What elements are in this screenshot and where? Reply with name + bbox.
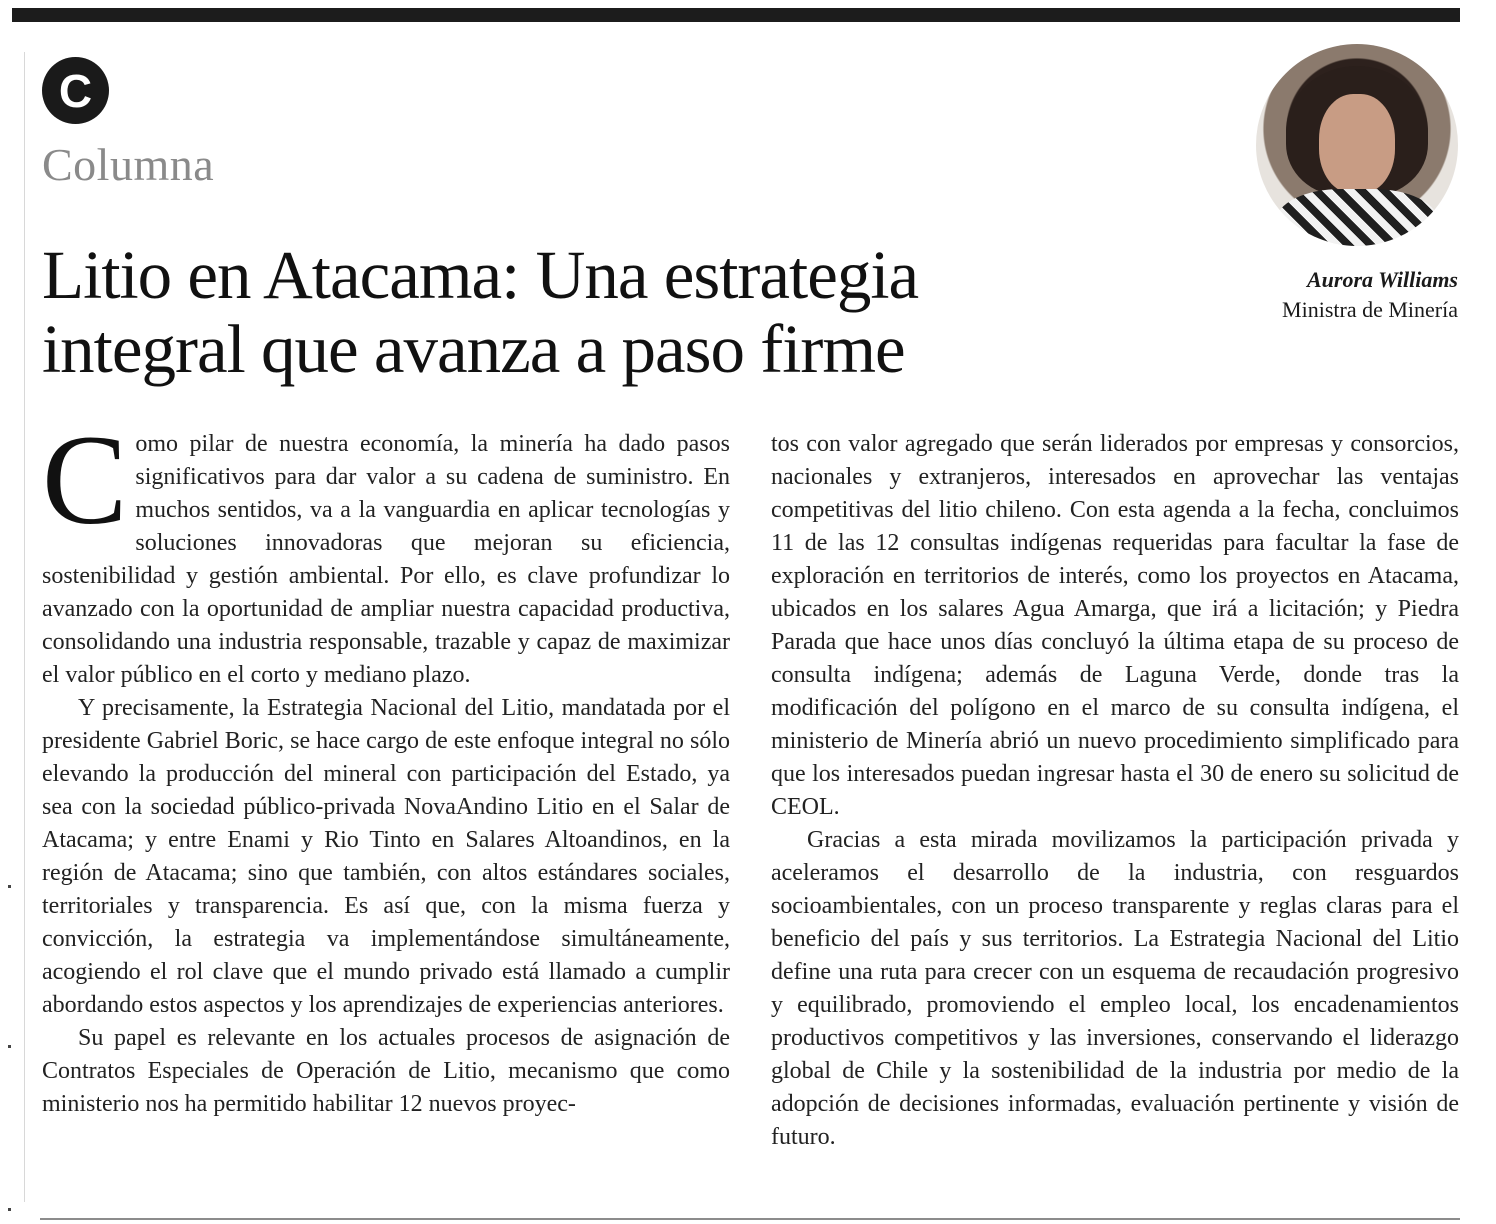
section-badge: C [42, 57, 109, 124]
author-photo [1256, 44, 1458, 246]
margin-mark [8, 1045, 11, 1048]
margin-mark [8, 1208, 11, 1211]
article-column-right [771, 428, 1459, 1154]
bottom-rule [40, 1218, 1460, 1220]
article-headline: Litio en Atacama: Una estrategia integral que avanza a paso firme [42, 237, 919, 387]
author-byline [1282, 265, 1458, 325]
left-margin-rule [24, 52, 25, 1202]
paragraph-text: omo pilar de nuestra economía, la minería ha dado pasos significativos para dar valor a su cadena de suministro. En muchos sentidos, va a la vanguardia en aplicar tecnologías y soluciones innovadoras que mejoran su eficiencia, sostenibilidad y gestión ambiental. Por ello, es clave profundizar lo avanzado con la oportunidad de ampliar nuestra capacidad productiva, consolidando una industria responsable, trazable y capaz de maximizar el valor público en el corto y mediano plazo. [42, 431, 730, 688]
article-paragraph: tos con valor agregado que serán liderados por empresas y consorcios, nacionales y extranjeros, interesados en aprovechar las ventajas competitivas del litio chileno. Con esta agenda a la fecha, concluimos 11 de las 12 consultas indígenas requeridas para facultar la fase de exploración en territorios de interés, como los proyectos en Atacama, ubicados en los salares Agua Amarga, que irá a licitación; y Piedra Parada que hace unos días concluyó la última etapa de su proceso de consulta indígena; además de Laguna Verde, donde tras la modificación del polígono en el marco de su consulta indígena, el ministerio de Minería abrió un nuevo procedimiento simplificado para que los interesados puedan ingresar hasta el 30 de enero su solicitud de CEOL. [771, 431, 1459, 820]
article-paragraph: Y precisamente, la Estrategia Nacional del Litio, mandatada por el presidente Gabriel Boric, se hace cargo de este enfoque integral no sólo elevando la producción del mineral con participación del Estado, ya sea con la sociedad público-privada NovaAndino Litio en el Salar de Atacama; y entre Enami y Rio Tinto en Salares Altoandinos, en la región de Atacama; sino que también, con altos estándares sociales, territoriales y transparencia. Es así que, con la misma fuerza y convicción, la estrategia va implementándose simultáneamente, acogiendo el rol clave que el mundo privado está llamado a cumplir abordando estos aspectos y los aprendizajes de experiencias anteriores. [42, 695, 730, 1018]
top-rule [12, 8, 1460, 22]
author-name: Aurora Williams [1306, 267, 1458, 292]
author-photo-face [1319, 94, 1395, 194]
article-paragraph: Gracias a esta mirada movilizamos la participación privada y aceleramos el desarrollo de la industria, con resguardos socioambientales, con un proceso transparente y reglas claras para el beneficio del país y sus territorios. La Estrategia Nacional del Litio define una ruta para crecer con un esquema de recaudación progresivo y equilibrado, promoviendo el empleo local, los encadenamientos productivos competitivos y las inversiones, conservando el liderazgo global de Chile y la sostenibilidad de la industria por medio de la adopción de decisiones informadas, evaluación pertinente y visión de futuro. [771, 827, 1459, 1150]
author-photo-shirt [1276, 189, 1438, 246]
article-column-left [42, 409, 730, 1121]
article-paragraph [42, 409, 730, 692]
margin-mark [8, 885, 11, 888]
author-role: Ministra de Minería [1282, 297, 1458, 322]
article-paragraph: Su papel es relevante en los actuales procesos de asignación de Contratos Especiales de Operación de Litio, mecanismo que como ministerio nos ha permitido habilitar 12 nuevos proyec- [42, 1025, 730, 1117]
drop-cap: C [42, 409, 128, 551]
section-label: Columna [42, 139, 215, 190]
